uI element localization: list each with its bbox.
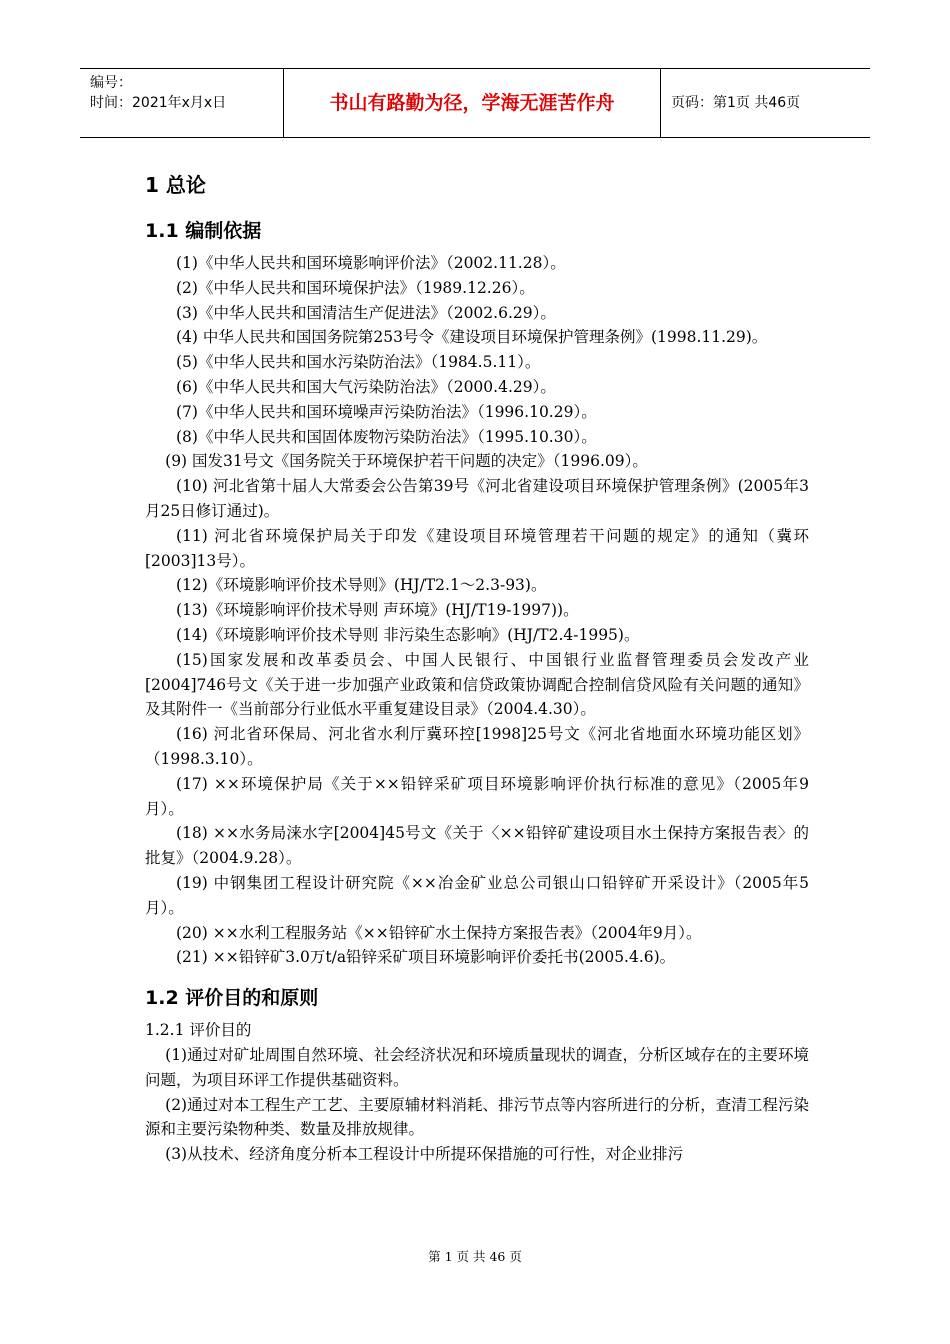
basis-item-11: (11) 河北省环境保护局关于印发《建设项目环境管理若干问题的规定》的通知（冀环[2003]13号）。 [145, 526, 809, 570]
basis-item-1: (1)《中华人民共和国环境影响评价法》（2002.11.28）。 [176, 254, 566, 272]
header-meta [80, 69, 283, 137]
page-header [80, 68, 870, 138]
basis-item-7: (7)《中华人民共和国环境噪声污染防治法》（1996.10.29）。 [176, 402, 597, 421]
basis-item-21: (21) ××铅锌矿3.0万t/a铅锌采矿项目环境影响评价委托书(2005.4.6)。 [176, 948, 676, 967]
basis-item-5: (5)《中华人民共和国水污染防治法》（1984.5.11）。 [176, 353, 541, 372]
purpose-item-2: (2)通过对本工程生产工艺、主要原辅材料消耗、排污节点等内容所进行的分析，查清工程污染源和主要污染物种类、数量及排放规律。 [145, 1095, 809, 1139]
document-date: 时间：2021年x月x日 [90, 95, 227, 111]
basis-item-14: (14)《环境影响评价技术导则 非污染生态影响》(HJ/T2.4-1995)。 [176, 625, 640, 644]
page-footer: 第 1 页 共 46 页 [428, 1249, 522, 1264]
purpose-item-1: (1)通过对矿址周围自然环境、社会经济状况和环境质量现状的调查，分析区域存在的主要环境问题，为项目环评工作提供基础资料。 [145, 1045, 809, 1089]
document-body [145, 165, 809, 1167]
basis-item-18: (18) ××水务局涞水字[2004]45号文《关于〈××铅锌矿建设项目水土保持方案报告表〉的批复》（2004.9.28）。 [145, 824, 809, 868]
subheading-1-2-1: 1.2.1 评价目的 [145, 1021, 252, 1040]
basis-item-17: (17) ××环境保护局《关于××铅锌采矿项目环境影响评价执行标准的意见》（2005年9月）。 [145, 774, 809, 818]
heading-1: 1 总论 [145, 173, 206, 197]
basis-item-16: (16) 河北省环保局、河北省水利厅冀环控[1998]25号文《河北省地面水环境功能区划》（1998.3.10）。 [145, 725, 809, 768]
header-page-info: 页码：第1页 共46页 [671, 95, 801, 111]
heading-1-2: 1.2 评价目的和原则 [145, 987, 319, 1010]
basis-item-20: (20) ××水利工程服务站《××铅锌矿水土保持方案报告表》（2004年9月）。 [176, 923, 702, 942]
basis-item-2: (2)《中华人民共和国环境保护法》（1989.12.26）。 [176, 278, 535, 297]
basis-item-10: (10) 河北省第十届人大常委会公告第39号《河北省建设项目环境保护管理条例》(2005年3月25日修订通过)。 [145, 477, 809, 520]
basis-item-12: (12)《环境影响评价技术导则》(HJ/T2.1～2.3-93)。 [176, 576, 547, 595]
purpose-item-3: (3)从技术、经济角度分析本工程设计中所提环保措施的可行性，对企业排污 [165, 1145, 684, 1164]
heading-1-1: 1.1 编制依据 [145, 220, 262, 242]
basis-item-3: (3)《中华人民共和国清洁生产促进法》（2002.6.29）。 [176, 303, 556, 322]
basis-item-8: (8)《中华人民共和国固体废物污染防治法》（1995.10.30）。 [176, 427, 597, 446]
basis-item-6: (6)《中华人民共和国大气污染防治法》（2000.4.29）。 [176, 377, 556, 396]
basis-item-9: (9) 国发31号文《国务院关于环境保护若干问题的决定》（1996.09）。 [165, 452, 648, 471]
header-motto: 书山有路勤为径，学海无涯苦作舟 [283, 69, 661, 137]
document-number: 编号： [90, 75, 132, 91]
basis-item-4: (4) 中华人民共和国国务院第253号令《建设项目环境保护管理条例》(1998.11.29)。 [176, 328, 768, 347]
basis-item-19: (19) 中钢集团工程设计研究院《××冶金矿业总公司银山口铅锌矿开采设计》（2005年5月）。 [145, 873, 809, 917]
basis-item-15: (15)国家发展和改革委员会、中国人民银行、中国银行业监督管理委员会发改产业[2004]746号文《关于进一步加强产业政策和信贷政策协调配合控制信贷风险有关问题的通知》及其附件一《当前部分行业低水平重复建设目录》（2004.4.30）。 [145, 650, 809, 719]
basis-item-13: (13)《环境影响评价技术导则 声环境》(HJ/T19-1997))。 [176, 601, 579, 620]
